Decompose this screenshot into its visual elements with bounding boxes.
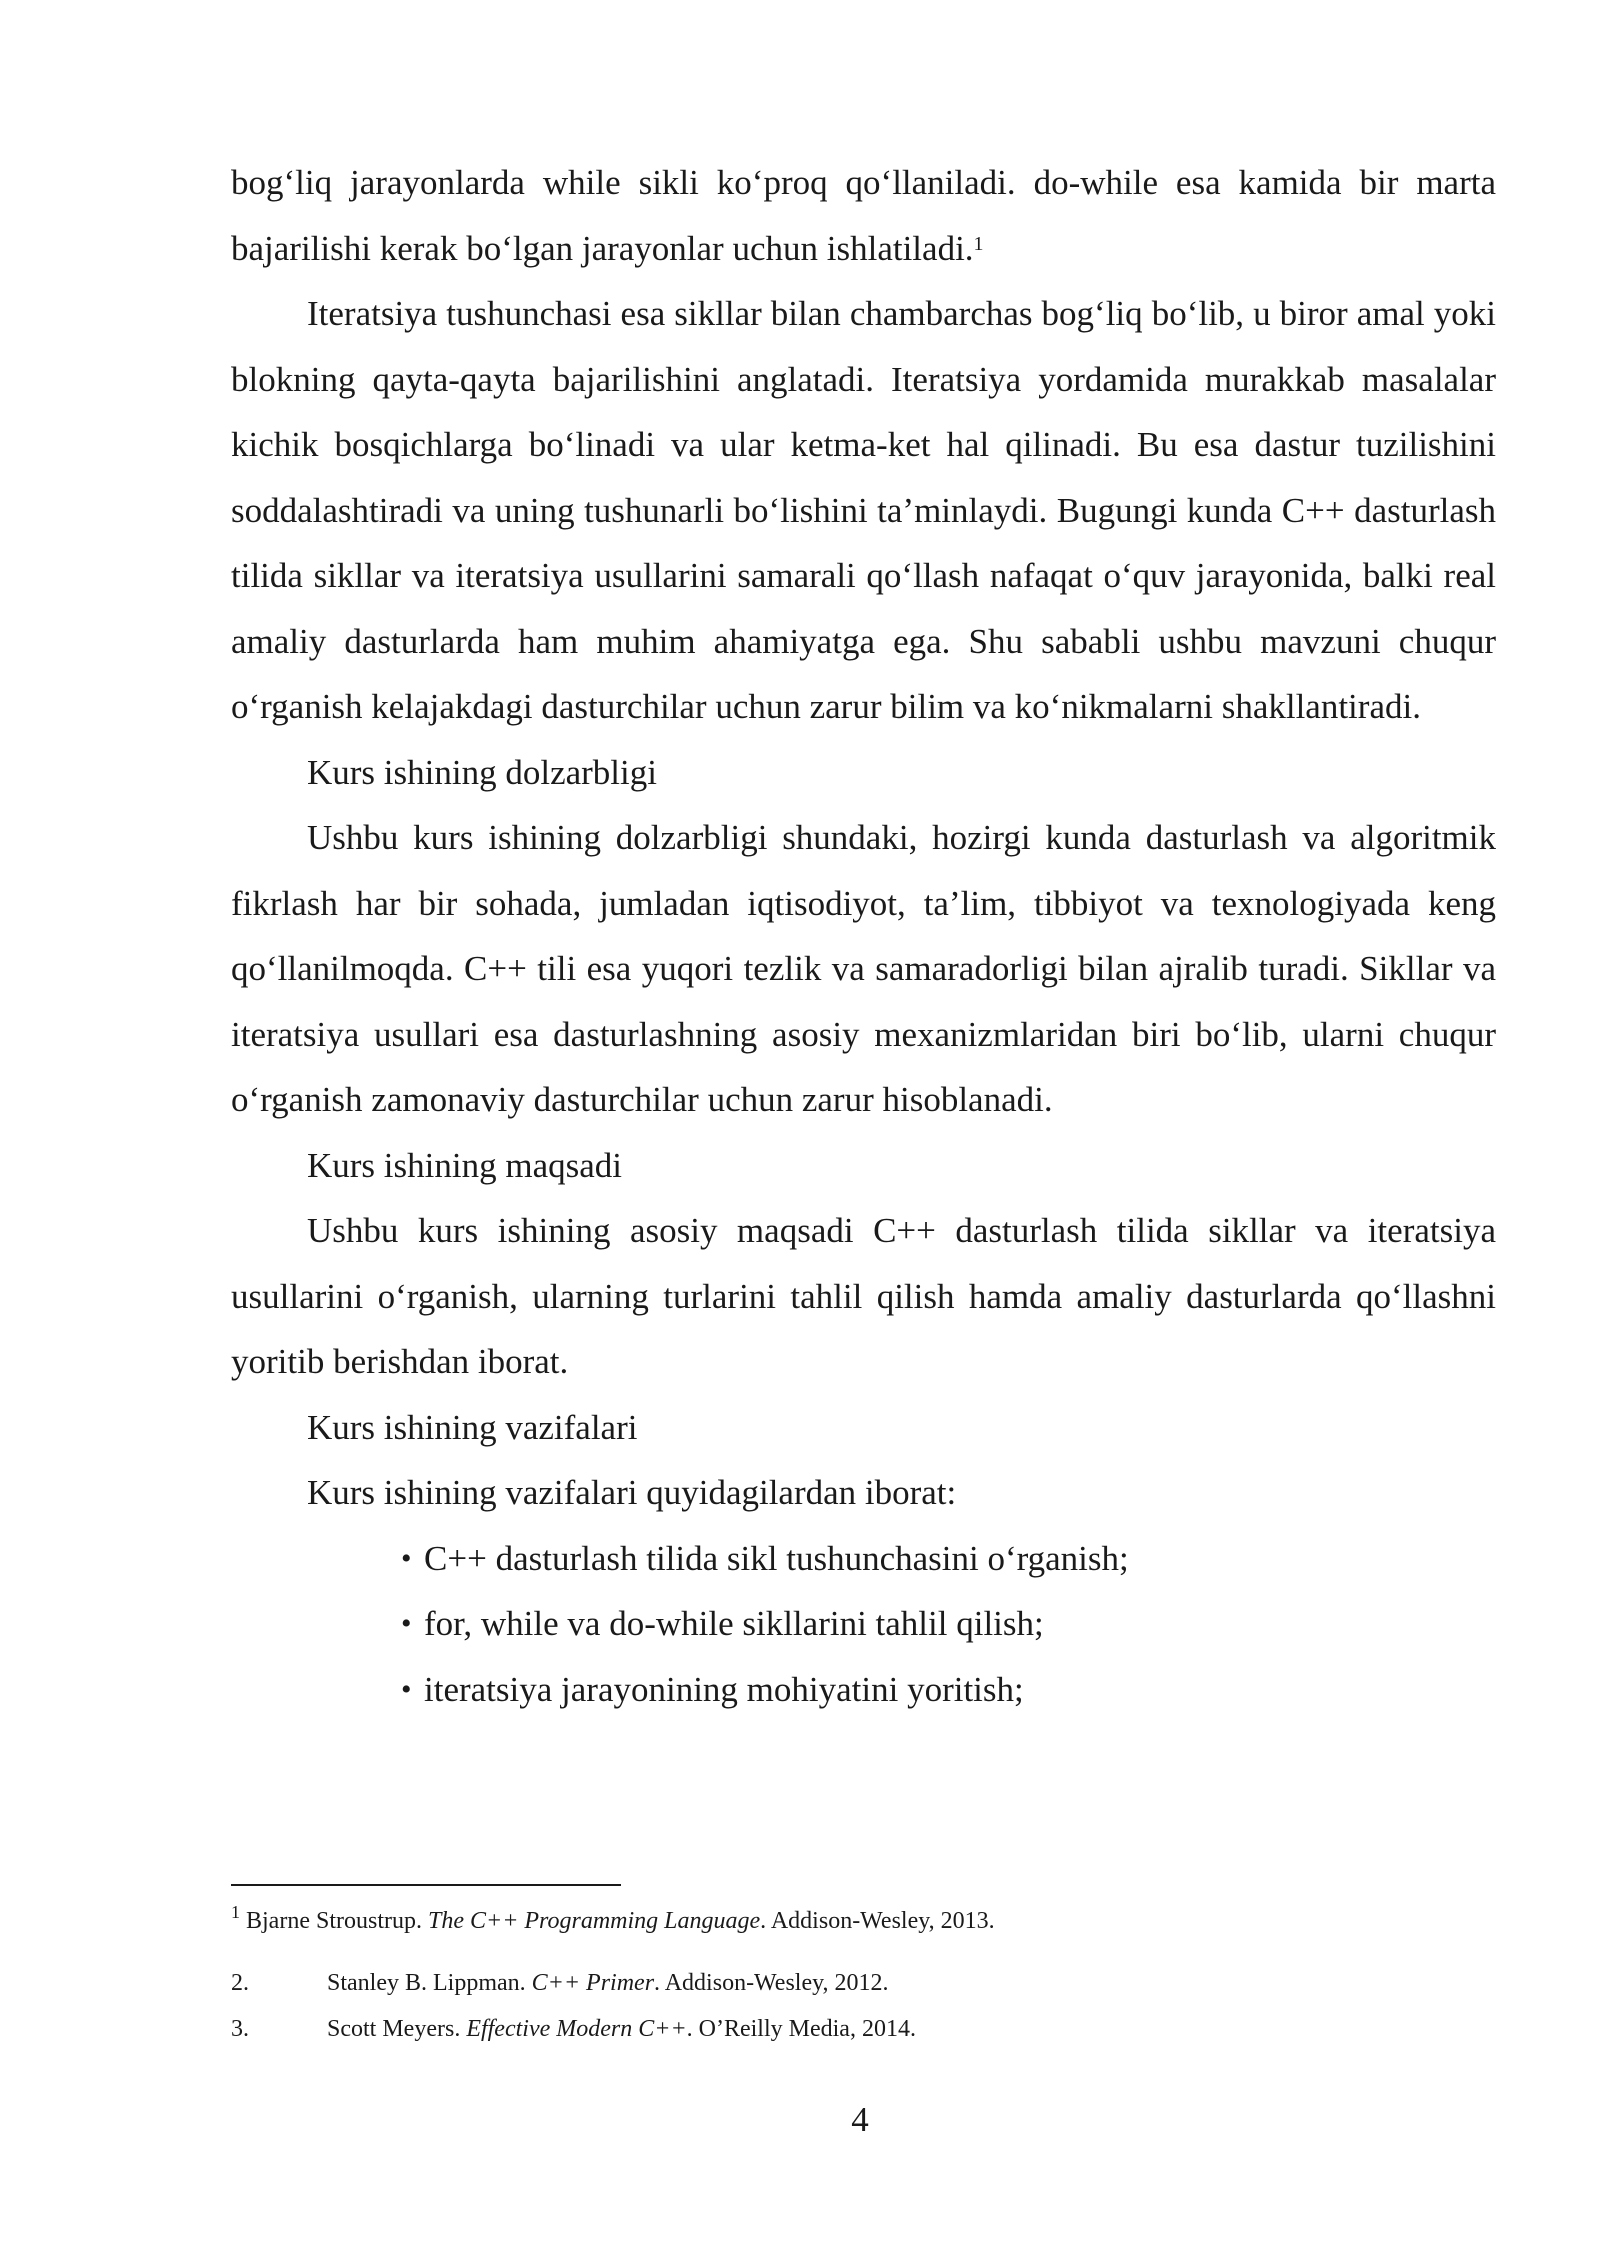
bullet-icon: •	[401, 1672, 412, 1706]
heading-relevance: Kurs ishining dolzarbligi	[307, 752, 657, 792]
footnote-3: 3. Scott Meyers. Effective Modern C++. O’Reilly Media, 2014.	[231, 2016, 916, 2042]
bullet-icon: •	[401, 1541, 412, 1575]
book-title: C++ Primer	[531, 1970, 655, 1996]
task-list	[231, 1526, 1496, 1723]
footnote-mark: 2.	[231, 1970, 249, 1996]
footnote-2: 2. Stanley B. Lippman. C++ Primer. Addison-Wesley, 2012.	[231, 1970, 889, 1996]
heading-tasks: Kurs ishining vazifalari	[307, 1407, 638, 1447]
paragraph-4: Ushbu kurs ishining asosiy maqsadi C++ dasturlash tilida sikllar va iteratsiya usullarini o‘rganish, ularning turlarini tahlil qilish hamda amaliy dasturlarda qo‘llashni yoritib berishdan iborat.	[231, 1211, 1496, 1381]
book-title: The C++ Programming Language	[427, 1908, 761, 1934]
list-item: • C++ dasturlash tilida sikl tushunchasini o‘rganish;	[401, 1526, 1496, 1592]
footnote-1: $^1$ Bjarne Stroustrup. The C++ Programming Language. Addison-Wesley, 2013.	[231, 1902, 995, 1934]
list-item: • iteratsiya jarayonining mohiyatini yoritish;	[401, 1657, 1496, 1723]
paragraph-1: bog‘liq jarayonlarda while sikli ko‘proq qo‘llaniladi. do-while esa kamida bir marta bajarilishi kerak bo‘lgan jarayonlar uchun ishlatiladi.$^1$	[231, 163, 1496, 268]
heading-goal: Kurs ishining maqsadi	[307, 1145, 622, 1185]
footnote-mark: 3.	[231, 2016, 249, 2042]
paragraph-2: Iteratsiya tushunchasi esa sikllar bilan chambarchas bog‘liq bo‘lib, u biror amal yoki blokning qayta-qayta bajarilishini anglatadi. Iteratsiya yordamida murakkab masalalar kichik bosqichlarga bo‘linadi va ular ketma-ket hal qilinadi. Bu esa dastur tuzilishini soddalashtiradi va uning tushunarli bo‘lishini ta’minlaydi. Bugungi kunda C++ dasturlash tilida sikllar va iteratsiya usullarini samarali qo‘llash nafaqat o‘quv jarayonida, balki real amaliy dasturlarda ham muhim ahamiyatga ega. Shu sababli ushbu mavzuni chuqur o‘rganish kelajakdagi dasturchilar uchun zarur bilim va ko‘nikmalarni shakllantiradi.	[231, 294, 1496, 726]
page-number: 4	[851, 2100, 869, 2139]
main-text	[231, 150, 1496, 1722]
paragraph-5: Kurs ishining vazifalari quyidagilardan iborat:	[307, 1473, 957, 1512]
footnote-separator	[231, 1884, 621, 1886]
footnote-reference[interactable]: 1	[973, 232, 984, 255]
book-title: Effective Modern C++	[466, 2016, 687, 2042]
list-item: • for, while va do-while sikllarini tahlil qilish;	[401, 1591, 1496, 1657]
paragraph-3: Ushbu kurs ishining dolzarbligi shundaki, hozirgi kunda dasturlash va algoritmik fikrlash har bir sohada, jumladan iqtisodiyot, ta’lim, tibbiyot va texnologiyada keng qo‘llanilmoqda. C++ tili esa yuqori tezlik va samaradorligi bilan ajralib turadi. Sikllar va iteratsiya usullari esa dasturlashning asosiy mexanizmlaridan biri bo‘lib, ularni chuqur o‘rganish zamonaviy dasturchilar uchun zarur hisoblanadi.	[231, 818, 1496, 1119]
bullet-icon: •	[401, 1607, 412, 1640]
footnote-mark: 1	[231, 1902, 240, 1922]
